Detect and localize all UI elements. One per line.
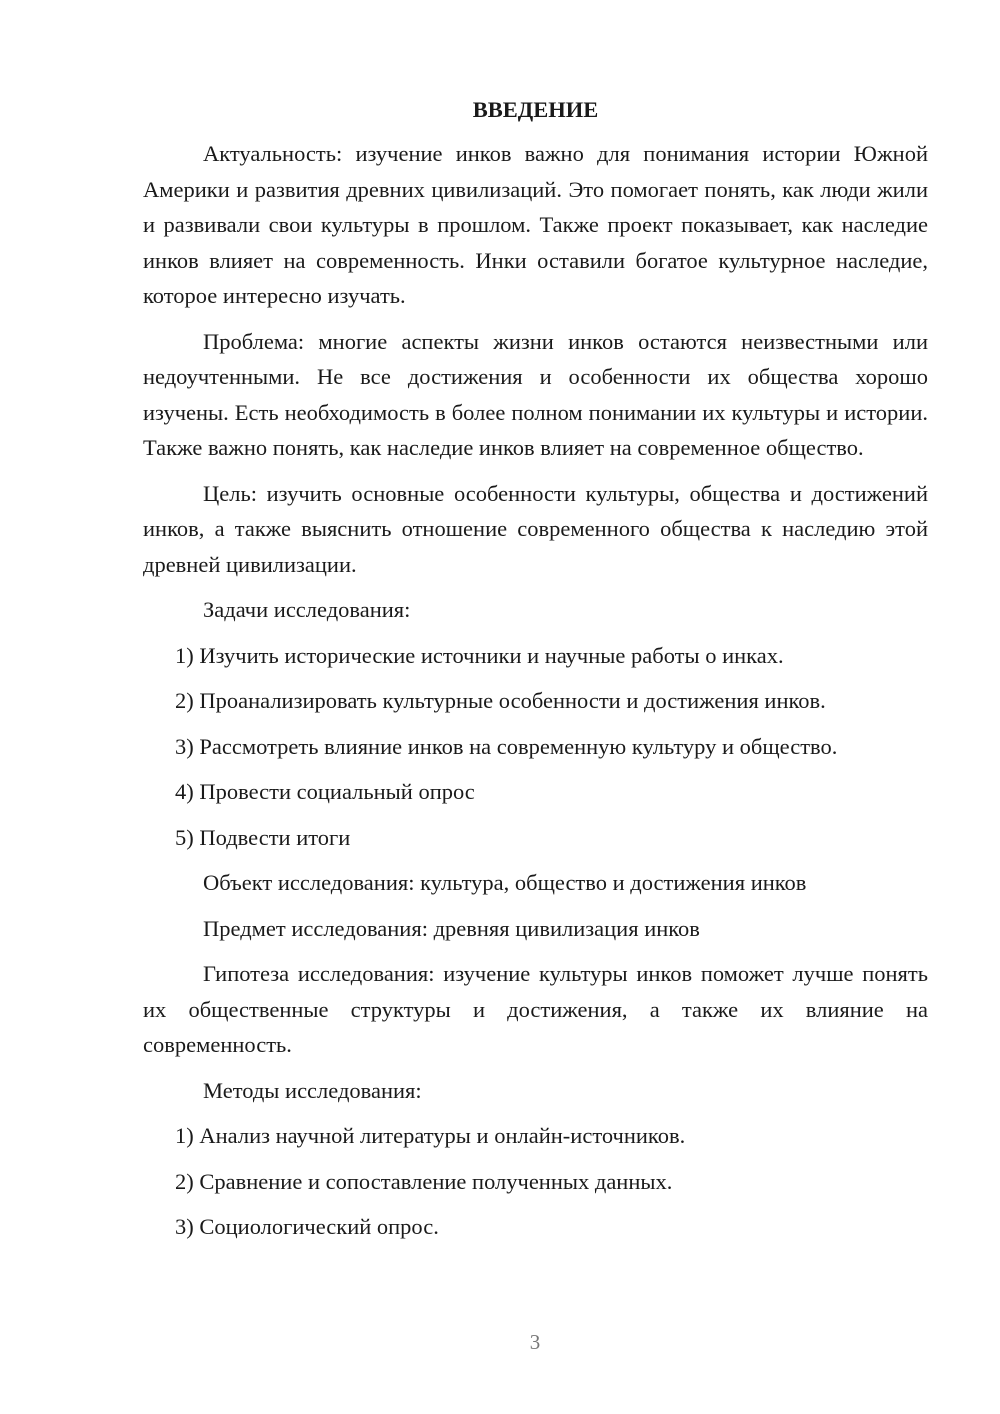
research-subject: Предмет исследования: древняя цивилизация инков	[203, 915, 700, 941]
list-item: 3) Социологический опрос.	[175, 1214, 439, 1239]
page-title: ВВЕДЕНИЕ	[472, 97, 599, 122]
list-item: 3) Рассмотреть влияние инков на современную культуру и общество.	[175, 733, 838, 759]
goal-paragraph: Цель: изучить основные особенности культуры, общества и достижений инков, а также выяснить отношение современного общества к наследию этой древней цивилизации.	[143, 480, 928, 577]
list-item: 2) Сравнение и сопоставление полученных данных.	[175, 1168, 673, 1194]
document-page	[143, 92, 928, 1255]
problem-paragraph: Проблема: многие аспекты жизни инков остаются неизвестными или недоучтенными. Не все достижения и особенности их общества хорошо изучены. Есть необходимость в более полном понимании их культуры и истории. Также важно понять, как наследие инков влияет на современное общество.	[143, 328, 928, 460]
research-object: Объект исследования: культура, общество и достижения инков	[203, 870, 807, 895]
list-item: 2) Проанализировать культурные особенности и достижения инков.	[175, 688, 826, 713]
page-number: 3	[529, 1330, 541, 1354]
list-item: 1) Изучить исторические источники и научные работы о инках.	[175, 642, 784, 668]
relevance-paragraph: Актуальность: изучение инков важно для понимания истории Южной Америки и развития древних цивилизаций. Это помогает понять, как люди жили и развивали свои культуры в прошлом. Также проект показывает, как наследие инков влияет на современность. Инки оставили богатое культурное наследие, которое интересно изучать.	[143, 141, 928, 308]
hypothesis-paragraph: Гипотеза исследования: изучение культуры инков поможет лучше понять их общественные структуры и достижения, а также их влияние на современность.	[143, 961, 928, 1057]
list-item: 5) Подвести итоги	[175, 824, 351, 850]
list-item: 1) Анализ научной литературы и онлайн-источников.	[175, 1123, 686, 1148]
methods-heading: Методы исследования:	[203, 1077, 422, 1103]
tasks-heading: Задачи исследования:	[203, 597, 411, 622]
list-item: 4) Провести социальный опрос	[175, 779, 475, 804]
